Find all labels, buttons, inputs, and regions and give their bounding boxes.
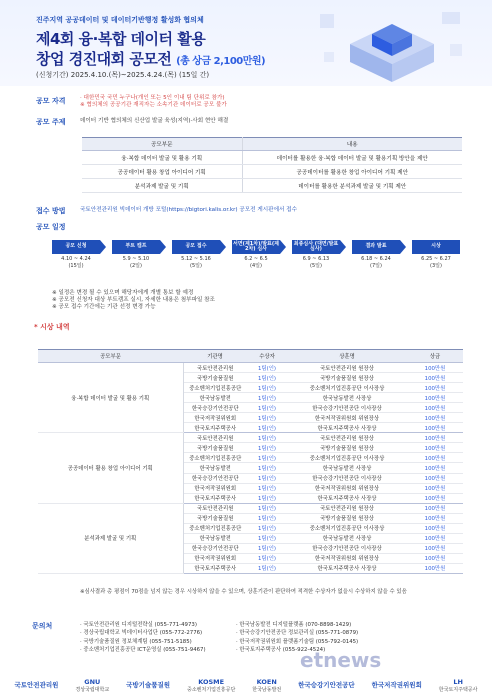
awards-award-cell: 한국저작권위원회 위원장상: [287, 553, 407, 563]
table-row: [38, 503, 463, 513]
awards-winner-cell: 1팀(인): [247, 493, 287, 503]
topic-col-category: 공모부문: [82, 138, 242, 151]
awards-org-cell: 중소벤처기업진흥공단: [183, 453, 247, 463]
awards-winner-cell: 1팀(인): [247, 483, 287, 493]
awards-winner-cell: 1팀(인): [247, 513, 287, 523]
eligibility-text: [80, 95, 227, 109]
awards-prize-cell: 100만원: [407, 373, 463, 383]
contact-item: · 국토안전관리원 디지털전략실 (055-771-4973): [80, 622, 197, 628]
title-line2-text: 창업 경진대회 공모전: [36, 50, 172, 68]
schedule-date: [292, 256, 340, 269]
awards-org-cell: 한국저작권위원회: [183, 553, 247, 563]
awards-winner-cell: 1팀(인): [247, 453, 287, 463]
schedule-date: [112, 256, 160, 269]
awards-org-cell: 국방기술품질원: [183, 443, 247, 453]
schedule-date: [352, 256, 400, 269]
awards-winner-cell: 1팀(인): [247, 553, 287, 563]
awards-winner-cell: 1팀(인): [247, 473, 287, 483]
topic-table: [82, 137, 462, 193]
awards-footnote: ※심사결과 총 평점이 70점을 넘지 않는 경우 시상하지 않을 수 있으며, 상훈기관이 판단하여 적격한 수상자가 없을시 수상하지 않을 수 있음: [80, 589, 407, 595]
logo-name: 국방기술품질원: [126, 681, 171, 690]
awards-award-cell: 중소벤처기업진흥공단 이사장상: [287, 383, 407, 393]
contact-item: · 국방기술품질원 정보체계팀 (055-751-5185): [80, 638, 192, 645]
awards-org-cell: 국토안전관리원: [183, 503, 247, 513]
schedule-step: 공모 접수: [172, 240, 220, 254]
topic-cell: 융·복합 데이터 발굴 및 활용 기획: [82, 151, 242, 165]
date-range: 6.9 ~ 6.13: [302, 256, 330, 262]
awards-prize-cell: 100만원: [407, 413, 463, 423]
awards-org-cell: 국방기술품질원: [183, 373, 247, 383]
topic-table-header: [82, 138, 462, 151]
awards-prize-cell: 100만원: [407, 433, 463, 443]
awards-prize-cell: 100만원: [407, 543, 463, 553]
awards-prize-cell: 100만원: [407, 403, 463, 413]
schedule-date: [52, 256, 100, 269]
awards-winner-cell: 1팀(인): [247, 533, 287, 543]
awards-org-cell: 한국토지주택공사: [183, 423, 247, 433]
awards-label: * 시상 내역: [34, 323, 70, 331]
awards-category-cell: 공공데이터 활용 창업 아이디어 기획: [38, 433, 183, 503]
awards-org-cell: 국토안전관리원: [183, 363, 247, 373]
awards-winner-cell: 1팀(인): [247, 393, 287, 403]
date-range: 6.18 ~ 6.24: [361, 256, 391, 262]
logo-lh: [439, 679, 478, 693]
date-days: (5일): [310, 262, 322, 269]
date-days: (5일): [190, 262, 202, 269]
contact-label: 문의처: [32, 622, 53, 630]
contact-left: [80, 621, 206, 655]
logo-gnu: [75, 679, 109, 693]
awards-winner-cell: 1팀(인): [247, 463, 287, 473]
awards-prize-cell: 100만원: [407, 453, 463, 463]
title-line2: [36, 48, 265, 69]
date-days: (3일): [430, 262, 442, 269]
schedule-note: ※ 일정은 변경 될 수 있으며 해당자에게 개별 통보 할 예정: [52, 290, 194, 296]
schedule-date: [232, 256, 280, 269]
schedule-step: 최종심사 (대면/발표 심사): [293, 240, 339, 252]
apply-text[interactable]: 국토안전관리원 빅데이터 개방 포털(https://bigtori.kalis.or.kr) 공모전 게시판에서 접수: [80, 207, 297, 213]
contact-item: · 한국저작권위원회 플랫폼기술팀 (055-792-0145): [236, 638, 359, 645]
awards-org-cell: 국방기술품질원: [183, 513, 247, 523]
logo-copyright: [372, 682, 422, 690]
logo-name: KOEN: [256, 678, 277, 687]
awards-org-cell: 국토안전관리원: [183, 433, 247, 443]
awards-award-cell: 한국저작권위원회 위원장상: [287, 483, 407, 493]
awards-prize-cell: 100만원: [407, 473, 463, 483]
awards-winner-cell: 1팀(인): [247, 503, 287, 513]
awards-col-org: 기관명: [183, 350, 247, 363]
schedule-note: ※ 공모전 신청자 대상 부트캠프 실시, 자세한 내용은 첨부파일 참조: [52, 296, 215, 303]
awards-award-cell: 국토안전관리원 원장상: [287, 433, 407, 443]
logo-kosme: [187, 679, 235, 693]
logo-sub: 중소벤처기업진흥공단: [187, 686, 236, 693]
awards-org-cell: 한국승강기안전공단: [183, 473, 247, 483]
awards-table-header: [38, 350, 463, 363]
prize-text: (총 상금 2,100만원): [176, 56, 266, 67]
schedule-step: 결과 발표: [352, 240, 400, 254]
awards-prize-cell: 100만원: [407, 423, 463, 433]
awards-award-cell: 한국남동발전 사장상: [287, 393, 407, 403]
awards-col-category: 공모부문: [38, 350, 183, 363]
logo-koen: [252, 679, 281, 693]
apply-label: 접수 방법: [36, 207, 66, 215]
logo-name: 한국승강기안전공단: [298, 681, 355, 690]
schedule-step: 시상: [412, 240, 460, 254]
awards-winner-cell: 1팀(인): [247, 403, 287, 413]
awards-award-cell: 한국남동발전 사장상: [287, 463, 407, 473]
logo-sub: 한국남동발전: [252, 686, 282, 693]
awards-category-cell: 융·복합 데이터 발굴 및 활용 기획: [38, 363, 183, 433]
awards-winner-cell: 1팀(인): [247, 363, 287, 373]
awards-winner-cell: 1팀(인): [247, 543, 287, 553]
awards-org-cell: 한국토지주택공사: [183, 563, 247, 573]
awards-prize-cell: 100만원: [407, 513, 463, 523]
awards-winner-cell: 1팀(인): [247, 423, 287, 433]
awards-award-cell: 국토안전관리원 원장상: [287, 503, 407, 513]
awards-award-cell: 국토안전관리원 원장상: [287, 363, 407, 373]
awards-col-award: 상훈명: [287, 350, 407, 363]
awards-award-cell: 한국토지주택공사 사장상: [287, 423, 407, 433]
watermark: etnews: [300, 648, 382, 672]
date-range: 6.25 ~ 6.27: [421, 256, 451, 262]
logo-sub: 경상국립대학교: [75, 686, 110, 693]
topic-text: 데이터 기반 협의체의 신산업 발굴 육성(지역)·사회 현안 해결: [80, 118, 229, 124]
schedule-step: 부트 캠프: [112, 240, 160, 254]
date-range: 6.2 ~ 6.5: [244, 256, 268, 262]
awards-prize-cell: 100만원: [407, 493, 463, 503]
title-line1: 제4회 융·복합 데이터 활용: [36, 30, 206, 48]
schedule-date: [172, 256, 220, 269]
topic-cell: 분석과제 발굴 및 기획: [82, 179, 242, 193]
awards-org-cell: 한국남동발전: [183, 393, 247, 403]
awards-org-cell: 한국저작권위원회: [183, 483, 247, 493]
awards-award-cell: 한국승강기안전공단 이사장상: [287, 473, 407, 483]
awards-prize-cell: 100만원: [407, 553, 463, 563]
logo-dtaq: [126, 682, 170, 690]
date-days: (15일): [68, 262, 84, 269]
logo-sub: 한국토지주택공사: [438, 686, 478, 693]
topic-col-content: 내용: [242, 138, 462, 151]
date-days: (4일): [250, 262, 262, 269]
date-days: (7일): [370, 262, 382, 269]
awards-award-cell: 한국남동발전 사장상: [287, 533, 407, 543]
application-period: (신청기간) 2025.4.10.(목)~2025.4.24.(목) (15일 간): [36, 71, 210, 79]
logo-name: 국토안전관리원: [14, 681, 59, 690]
awards-prize-cell: 100만원: [407, 393, 463, 403]
contact-item: · 한국토지주택공사 (055-922-4524): [236, 647, 326, 654]
schedule-note: ※ 공모 접수 기간에는 기관 선정 변경 가능: [52, 303, 156, 310]
organizer-text: 진주지역 공공데이터 및 데이터기반행정 활성화 협의체: [36, 16, 204, 24]
table-row: [82, 151, 462, 165]
awards-award-cell: 국방기술품질원 원장상: [287, 443, 407, 453]
awards-winner-cell: 1팀(인): [247, 373, 287, 383]
logo-name: KOSME: [198, 678, 225, 687]
table-row: [38, 363, 463, 373]
awards-award-cell: 한국저작권위원회 위원장상: [287, 413, 407, 423]
schedule-notes: [52, 290, 215, 311]
date-range: 5.9 ~ 5.10: [122, 256, 150, 262]
date-range: 5.12 ~ 5.16: [181, 256, 211, 262]
awards-prize-cell: 100만원: [407, 383, 463, 393]
awards-winner-cell: 1팀(인): [247, 433, 287, 443]
awards-org-cell: 한국남동발전: [183, 533, 247, 543]
schedule-date: [412, 256, 460, 269]
eligibility-line2: ※ 협의체의 공공기관 재직자는 소속기관 데이터로 공모 불가: [80, 101, 227, 108]
awards-winner-cell: 1팀(인): [247, 563, 287, 573]
logo-strip: [0, 672, 492, 700]
contact-item: · 한국승강기안전공단 정보관리실 (055-771-0879): [236, 630, 359, 637]
awards-prize-cell: 100만원: [407, 563, 463, 573]
logo-name: LH: [453, 678, 463, 687]
awards-org-cell: 한국남동발전: [183, 463, 247, 473]
awards-org-cell: 한국승강기안전공단: [183, 403, 247, 413]
awards-winner-cell: 1팀(인): [247, 383, 287, 393]
eligibility-label: 공모 자격: [36, 97, 66, 105]
logo-name: 한국저작권위원회: [371, 681, 422, 690]
topic-label: 공모 주제: [36, 118, 66, 126]
awards-prize-cell: 100만원: [407, 443, 463, 453]
logo-koelsa: [298, 682, 355, 690]
awards-org-cell: 한국저작권위원회: [183, 413, 247, 423]
awards-org-cell: 한국토지주택공사: [183, 493, 247, 503]
awards-prize-cell: 100만원: [407, 533, 463, 543]
topic-cell: 데이터를 활용한 융·복합 데이터 발굴 및 활용기획 방안을 제안: [242, 151, 462, 165]
logo-kalis: [14, 682, 58, 690]
awards-award-cell: 국방기술품질원 원장상: [287, 513, 407, 523]
awards-winner-cell: 1팀(인): [247, 523, 287, 533]
date-range: 4.10 ~ 4.24: [61, 256, 91, 262]
awards-body: [38, 363, 463, 574]
awards-award-cell: 중소벤처기업진흥공단 이사장상: [287, 523, 407, 533]
awards-col-winner: 수상자: [247, 350, 287, 363]
table-row: [82, 179, 462, 193]
data-cube-illustration: [310, 4, 475, 86]
logo-name: GNU: [84, 678, 101, 687]
awards-org-cell: 중소벤처기업진흥공단: [183, 523, 247, 533]
awards-award-cell: 한국토지주택공사 사장상: [287, 563, 407, 573]
awards-award-cell: 한국토지주택공사 사장상: [287, 493, 407, 503]
eligibility-line1: · 대한민국 국민 누구나(개인 또는 5인 이내 팀 단위로 참가): [80, 95, 225, 101]
awards-award-cell: 한국승강기안전공단 이사장상: [287, 543, 407, 553]
schedule-step: 공모 신청: [52, 240, 100, 254]
contact-item: · 한국남동발전 디지털플랫폼 (070-8898-1429): [236, 622, 352, 628]
contact-item: · 중소벤처기업진흥공단 ICT운영실 (055-751-9467): [80, 647, 206, 654]
topic-cell: 데이터를 활용한 분석과제 발굴 및 기획 제안: [242, 179, 462, 193]
topic-cell: 공공데이터 활용 창업 아이디어 기획: [82, 165, 242, 179]
contact-item: · 경상국립대학교 빅데이터사업단 (055-772-2776): [80, 630, 203, 637]
table-row: [82, 165, 462, 179]
awards-org-cell: 중소벤처기업진흥공단: [183, 383, 247, 393]
schedule-step: 서면(제1차)/발표(제2차) 심사: [233, 240, 279, 252]
header-banner: [0, 0, 492, 86]
awards-table: [38, 349, 463, 574]
awards-prize-cell: 100만원: [407, 463, 463, 473]
awards-prize-cell: 100만원: [407, 483, 463, 493]
awards-award-cell: 중소벤처기업진흥공단 이사장상: [287, 453, 407, 463]
awards-prize-cell: 100만원: [407, 523, 463, 533]
awards-award-cell: 한국승강기안전공단 이사장상: [287, 403, 407, 413]
table-row: [38, 433, 463, 443]
schedule-flow: [52, 240, 462, 280]
awards-winner-cell: 1팀(인): [247, 413, 287, 423]
awards-org-cell: 한국승강기안전공단: [183, 543, 247, 553]
topic-cell: 공공데이터를 활용한 창업 아이디어 기획 제안: [242, 165, 462, 179]
awards-category-cell: 분석과제 발굴 및 기획: [38, 503, 183, 573]
awards-prize-cell: 100만원: [407, 503, 463, 513]
schedule-label: 공모 일정: [36, 223, 66, 231]
date-days: (2일): [130, 262, 142, 269]
awards-winner-cell: 1팀(인): [247, 443, 287, 453]
awards-award-cell: 국방기술품질원 원장상: [287, 373, 407, 383]
awards-prize-cell: 100만원: [407, 363, 463, 373]
awards-col-prize: 상금: [407, 350, 463, 363]
